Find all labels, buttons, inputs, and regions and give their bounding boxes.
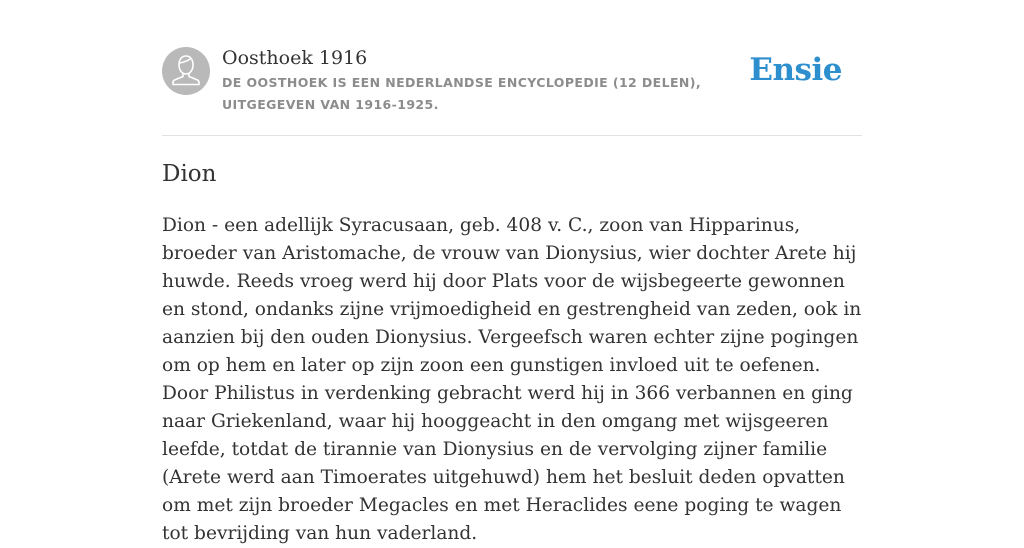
header-divider xyxy=(162,135,862,136)
source-title[interactable]: Oosthoek 1916 xyxy=(222,47,368,69)
source-description: DE OOSTHOEK IS EEN NEDERLANDSE ENCYCLOPEDIE (12 DELEN), UITGEGEVEN VAN 1916-1925. xyxy=(222,75,702,112)
entry-title: Dion xyxy=(162,161,217,187)
entry-body: Dion - een adellijk Syracusaan, geb. 408 v. C., zoon van Hipparinus, broeder van Aristomache, de vrouw van Dionysius, wier dochter Arete hij huwde. Reeds vroeg werd hij door Plats voor de wijsbegeerte gewonnen en stond, ondanks zijne vrijmoedigheid en gestrengheid van zeden, ook in aanzien bij den ouden Dionysius. Vergeefsch waren echter zijne pogingen om op hem en later op zijn zoon een gunstigen invloed uit te oefenen. Door Philistus in verdenking gebracht werd hij in 366 verbannen en ging naar Griekenland, waar hij hooggeacht in den omgang met wijsgeeren leefde, totdat de tirannie van Dionysius en de vervolging zijner familie (Arete werd aan Timoerates uitgehuwd) hem het besluit deden opvatten om met zijn broeder Megacles en met Heraclides eene poging te wagen tot bevrijding van hun vaderland. xyxy=(162,215,862,544)
source-header xyxy=(162,44,862,124)
user-silhouette-icon[interactable] xyxy=(162,47,210,95)
ensie-logo[interactable]: Ensie xyxy=(749,52,842,88)
